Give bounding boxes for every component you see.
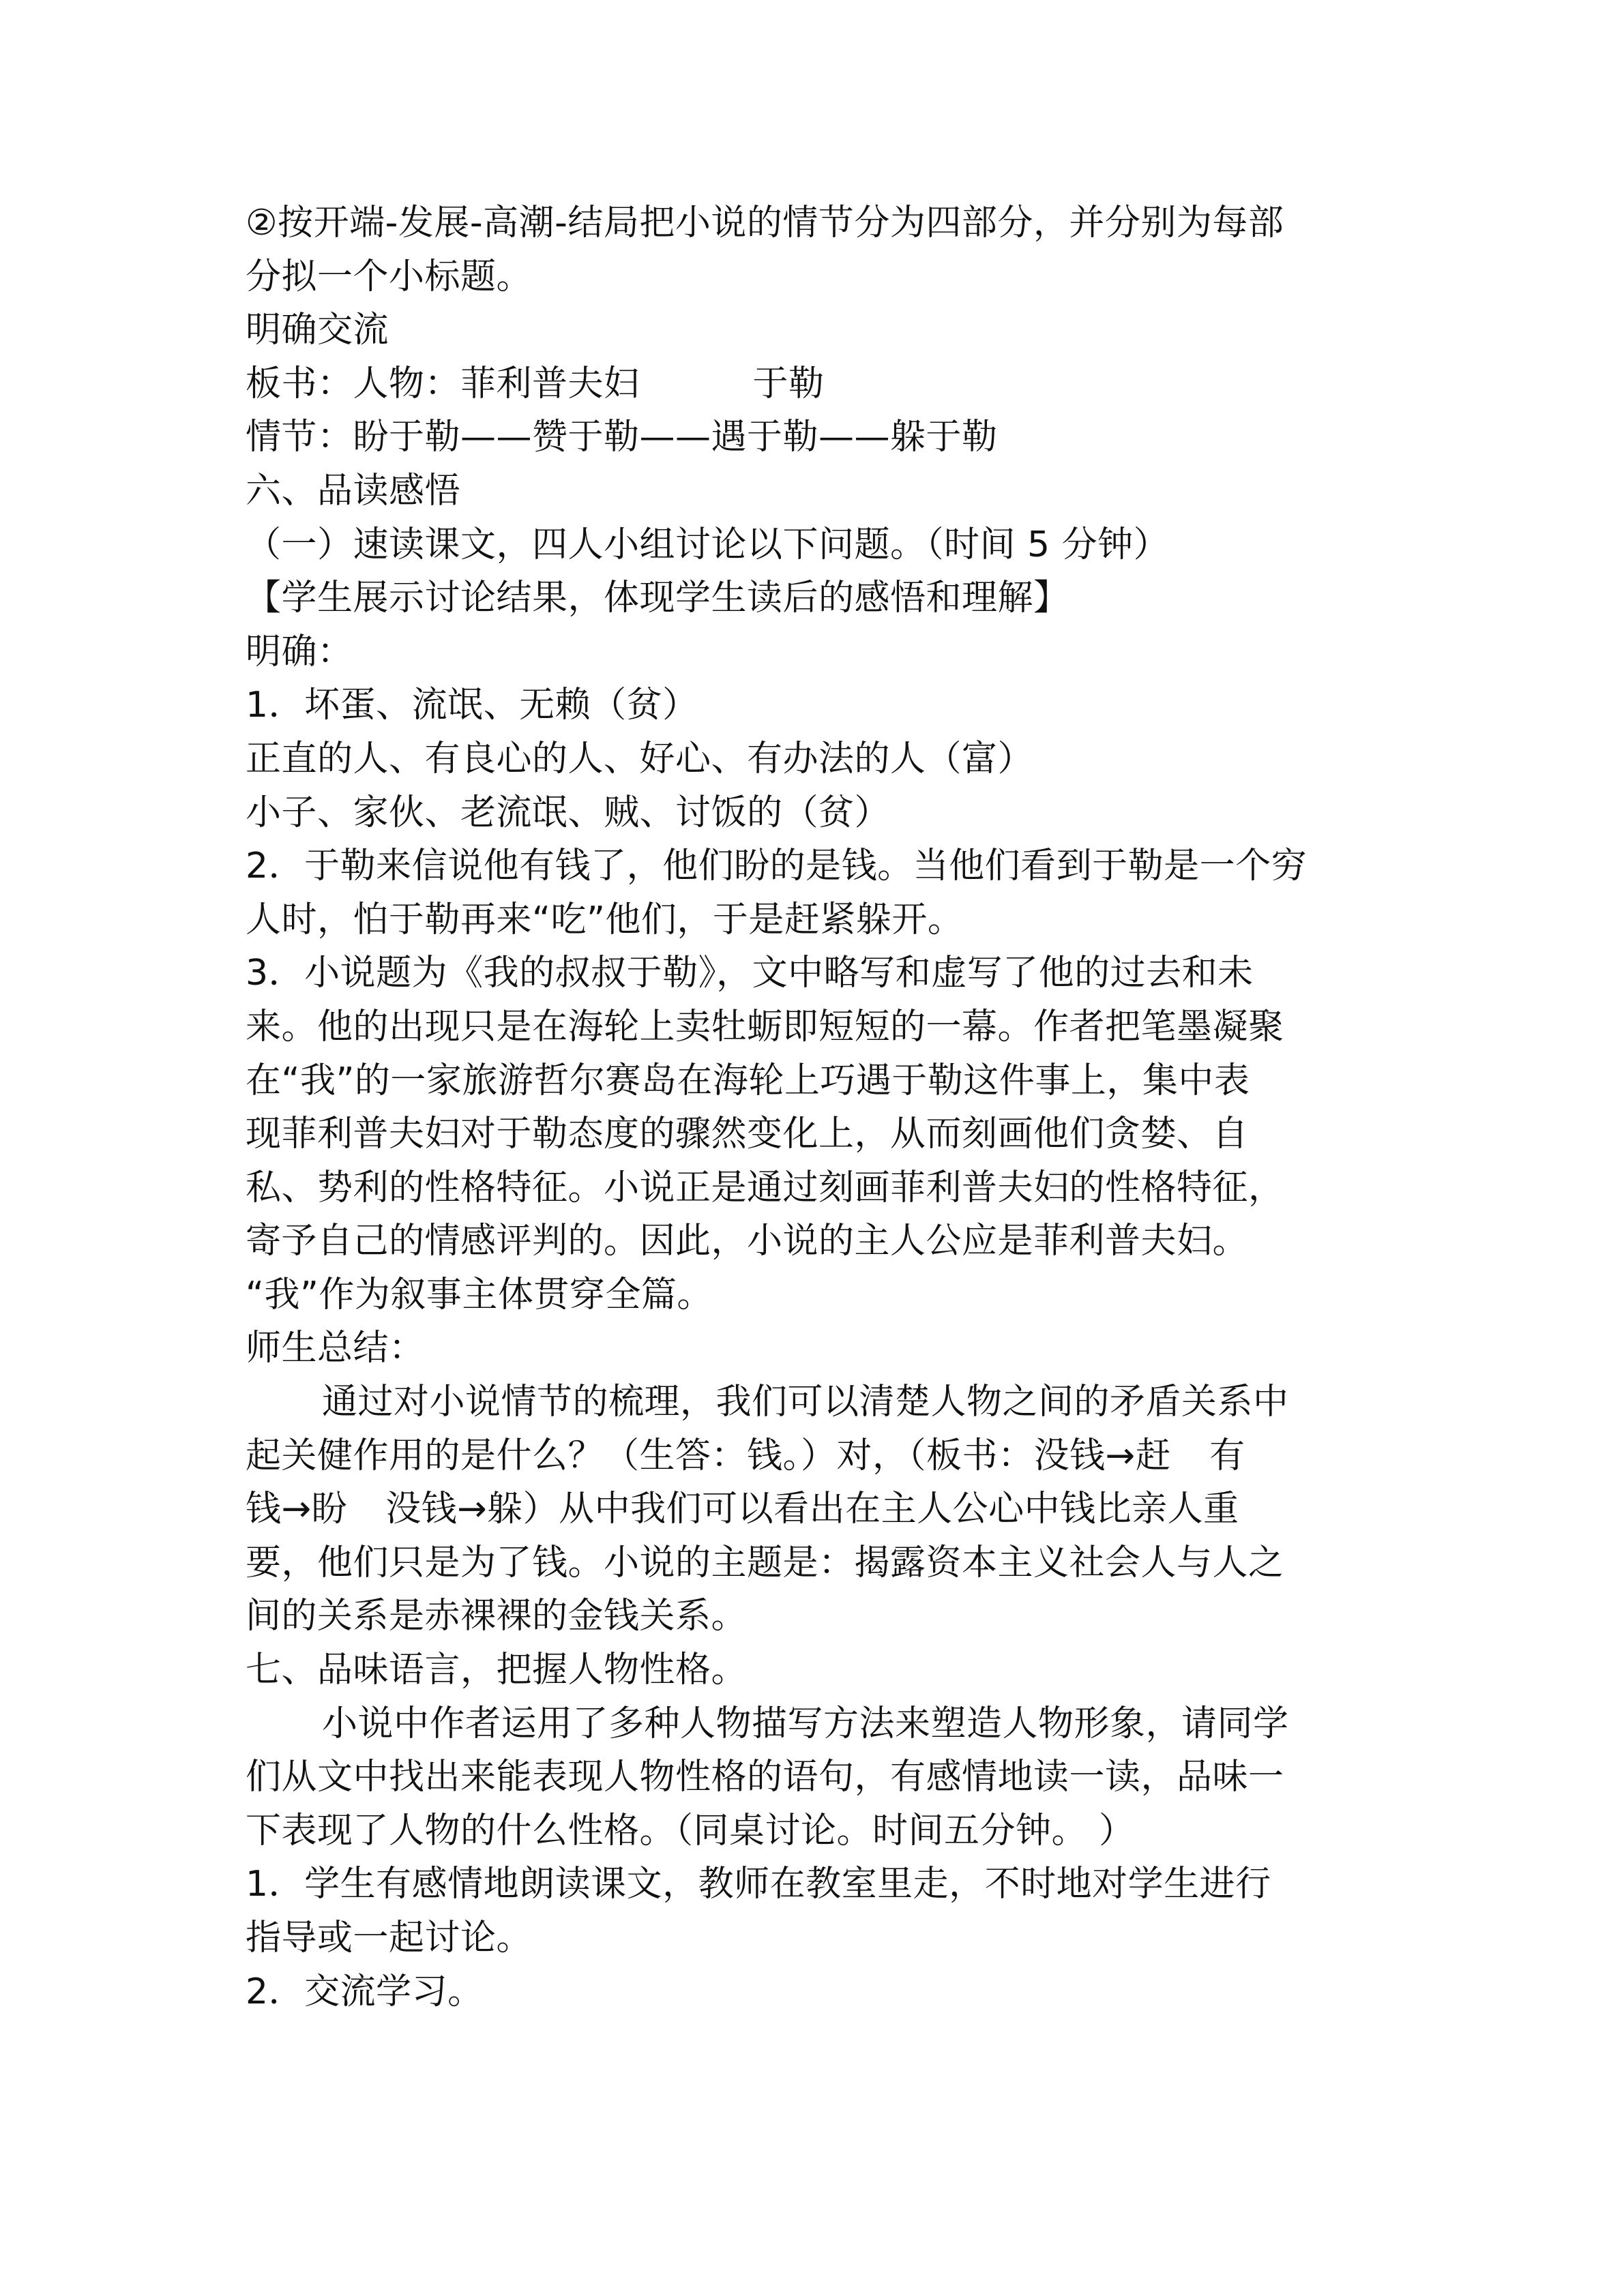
text-line: 们从文中找出来能表现人物性格的语句，有感情地读一读，品味一 (246, 1757, 1284, 1798)
text-line: 要，他们只是为了钱。小说的主题是：揭露资本主义社会人与人之 (246, 1542, 1284, 1583)
text-line: 指导或一起讨论。 (246, 1918, 533, 1958)
board-characters: 板书：人物：菲利普夫妇 (246, 363, 640, 404)
text-line: （一）速读课文，四人小组讨论以下问题。（时间 5 分钟） (246, 524, 1170, 565)
text-line: 小子、家伙、老流氓、贼、讨饭的（贫） (246, 792, 891, 833)
text-line (246, 357, 1378, 411)
text-line: 私、势利的性格特征。小说正是通过刻画菲利普夫妇的性格特征， (246, 1167, 1284, 1208)
board-summary-part: 有 (1209, 1435, 1245, 1476)
text-line: 1．学生有感情地朗读课文，教师在教室里走，不时地对学生进行 (246, 1864, 1271, 1905)
text-line: “我”作为叙事主体贯穿全篇。 (246, 1274, 713, 1315)
text-line: 1．坏蛋、流氓、无赖（贫） (246, 685, 698, 726)
text-line: 明确： (246, 631, 353, 672)
text-line: 正直的人、有良心的人、好心、有办法的人（富） (246, 738, 1034, 779)
section-heading: 六、品读感悟 (246, 470, 461, 511)
text-line: 来。他的出现只是在海轮上卖牡蛎即短短的一幕。作者把笔墨凝聚 (246, 1006, 1284, 1047)
text-line: 通过对小说情节的梳理，我们可以清楚人物之间的矛盾关系中 (322, 1382, 1289, 1423)
text-line (246, 1429, 1378, 1483)
text-line: 2．于勒来信说他有钱了，他们盼的是钱。当他们看到于勒是一个穷 (246, 846, 1308, 887)
text-line: 【学生展示讨论结果，体现学生读后的感悟和理解】 (246, 578, 1069, 619)
text-line: 分拟一个小标题。 (246, 256, 533, 297)
text-line: 明确交流 (246, 310, 389, 351)
text-line (246, 1482, 1378, 1536)
text-line: 在“我”的一家旅游哲尔赛岛在海轮上巧遇于勒这件事上，集中表 (246, 1060, 1250, 1101)
text-line: 间的关系是赤裸裸的金钱关系。 (246, 1596, 748, 1637)
board-summary-part: 没钱→躲）从中我们可以看出在主人公心中钱比亲人重 (385, 1489, 1239, 1530)
text-line: 现菲利普夫妇对于勒态度的骤然变化上，从而刻画他们贪婪、自 (246, 1114, 1249, 1155)
text-line: 人时，怕于勒再来“吃”他们，于是赶紧躲开。 (246, 899, 964, 940)
section-heading: 七、品味语言，把握人物性格。 (246, 1650, 748, 1691)
text-line: 情节：盼于勒——赞于勒——遇于勒——躲于勒 (246, 417, 998, 458)
text-line: 下表现了人物的什么性格。（同桌讨论。时间五分钟。 ） (246, 1810, 1135, 1851)
board-summary-part: 钱→盼 (246, 1489, 348, 1530)
board-character-yule: 于勒 (752, 363, 825, 404)
text-line: 小说中作者运用了多种人物描写方法来塑造人物形象，请同学 (322, 1703, 1289, 1744)
text-line: 师生总结： (246, 1328, 425, 1369)
text-line: 3．小说题为《我的叔叔于勒》，文中略写和虚写了他的过去和未 (246, 953, 1254, 994)
board-summary-part: 起关健作用的是什么？（生答：钱。）对，（板书：没钱→赶 (246, 1435, 1172, 1476)
text-line: 2．交流学习。 (246, 1971, 484, 2012)
text-line: 寄予自己的情感评判的。因此，小说的主人公应是菲利普夫妇。 (246, 1221, 1249, 1262)
document-page (246, 196, 1378, 2018)
text-line: ②按开端-发展-高潮-结局把小说的情节分为四部分，并分别为每部 (246, 203, 1284, 243)
